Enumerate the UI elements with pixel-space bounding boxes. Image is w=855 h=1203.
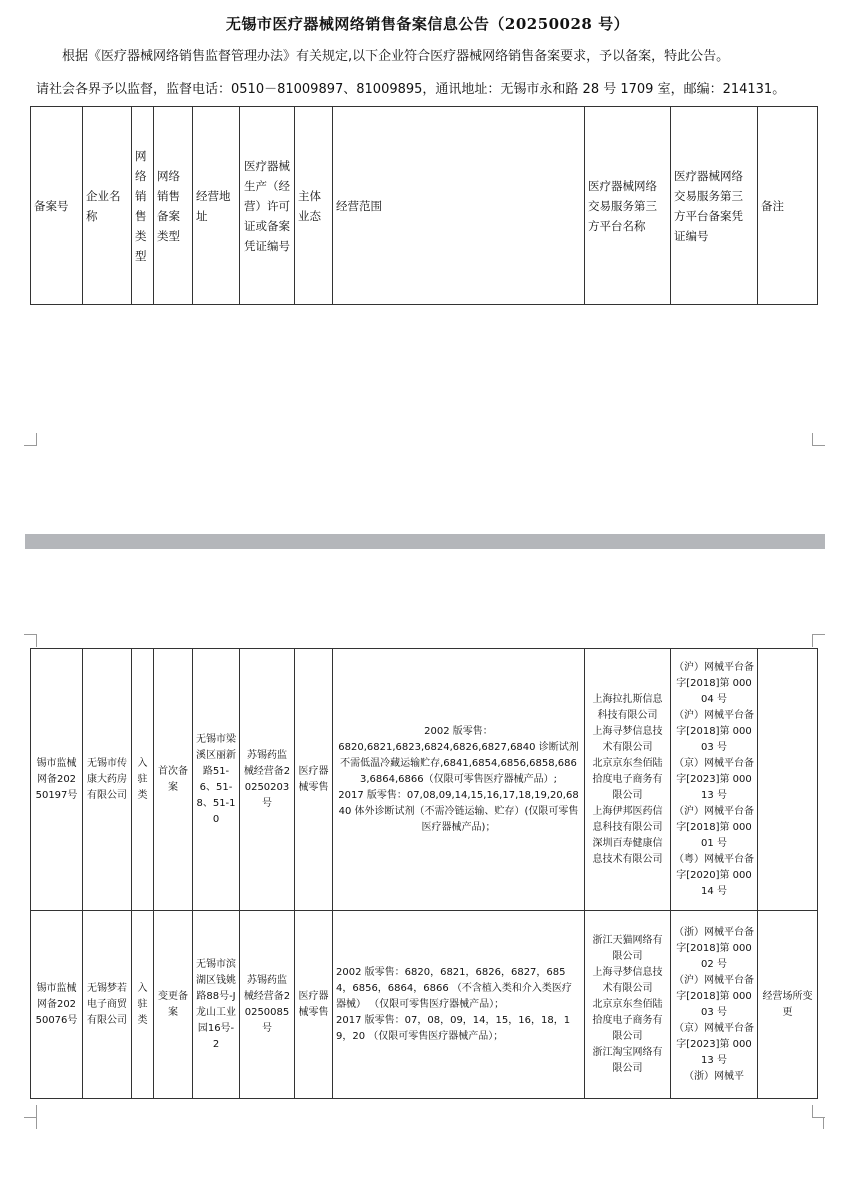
header-license-no: 医疗器械生产（经营）许可证或备案凭证编号 [240,107,295,305]
cell-record-no: 锡市监械网备20250076号 [31,911,83,1099]
cell-platforms: 浙江天猫网络有限公司 上海寻梦信息技术有限公司 北京京东叁佰陆拾度电子商务有限公司 浙江淘宝网络有限公司 [585,911,671,1099]
header-platform-name: 医疗器械网络交易服务第三方平台名称 [585,107,671,305]
cell-company: 无锡梦若电子商贸有限公司 [83,911,132,1099]
header-remark: 备注 [758,107,818,305]
page-corner-mark [812,433,825,446]
cell-platform-nos: （沪）网械平台备字[2018]第 00004 号 （沪）网械平台备字[2018]第 00003 号 （京）网械平台备字[2023]第 00013 号 （沪）网械平台备字[2018]第 00001 号 （粤）网械平台备字[2020]第 00014 号 [671,649,758,911]
page-margin-line [823,1117,824,1129]
cell-sales-type: 入驻类 [132,911,154,1099]
page-corner-mark [24,634,37,647]
header-platform-no: 医疗器械网络交易服务第三方平台备案凭证编号 [671,107,758,305]
cell-address: 无锡市滨湖区钱姚路88号-J龙山工业园16号-2 [193,911,240,1099]
filing-table-body [30,648,818,1099]
page-corner-mark [812,634,825,647]
header-business-form: 主体业态 [295,107,333,305]
header-company: 企业名称 [83,107,132,305]
cell-license-no: 苏锡药监械经营备20250085号 [240,911,295,1099]
cell-scope: 2002 版零售： 6820,6821,6823,6824,6826,6827,6840 诊断试剂不需低温冷藏运输贮存,6841,6854,6856,6858,6863,6864,6866（仅限可零售医疗器械产品）; 2017 版零售：07,08,09,14,15,16,17,18,19,20,6840 体外诊断试剂（不需冷链运输、贮存）(仅限可零售医疗器械产品)； [333,649,585,911]
cell-remark [758,649,818,911]
page-corner-mark [24,433,37,446]
header-scope: 经营范围 [333,107,585,305]
cell-address: 无锡市梁溪区丽新路51-6、51-8、51-10 [193,649,240,911]
header-address: 经营地址 [193,107,240,305]
header-record-no: 备案号 [31,107,83,305]
filing-table-header [30,106,818,305]
cell-filing-type: 首次备案 [154,649,193,911]
cell-business-form: 医疗器械零售 [295,911,333,1099]
table-row [31,649,818,911]
header-filing-type: 网络销售备案类型 [154,107,193,305]
cell-filing-type: 变更备案 [154,911,193,1099]
supervision-contact: 请社会各界予以监督，监督电话：0510－81009897、81009895，通讯地址：无锡市永和路 28 号 1709 室，邮编：214131。 [36,82,786,97]
notice-paragraph: 根据《医疗器械网络销售监督管理办法》有关规定,以下企业符合医疗器械网络销售备案要求，予以备案，特此公告。 [62,49,730,64]
announcement-title: 无锡市医疗器械网络销售备案信息公告（20250028 号） [225,15,630,33]
cell-company: 无锡市传康大药房有限公司 [83,649,132,911]
table-row [31,911,818,1099]
page-separator [25,534,825,549]
cell-remark: 经营场所变更 [758,911,818,1099]
cell-record-no: 锡市监械网备20250197号 [31,649,83,911]
header-sales-type: 网络销售类型 [132,107,154,305]
cell-platform-nos: （浙）网械平台备字[2018]第 00002 号 （沪）网械平台备字[2018]第 00003 号 （京）网械平台备字[2023]第 00013 号 （浙）网械平 [671,911,758,1099]
cell-sales-type: 入驻类 [132,649,154,911]
cell-license-no: 苏锡药监械经营备20250203号 [240,649,295,911]
page-margin-line [36,1117,37,1129]
cell-scope: 2002 版零售：6820，6821，6826，6827，6854，6856，6864，6866 （不含植入类和介入类医疗器械） （仅限可零售医疗器械产品）； 2017 版零售：07，08，09，14，15，16，18，19，20 （仅限可零售医疗器械产品）； [333,911,585,1099]
cell-platforms: 上海拉扎斯信息科技有限公司 上海寻梦信息技术有限公司 北京京东叁佰陆拾度电子商务有限公司 上海伊邦医药信息科技有限公司深圳百寿健康信息技术有限公司 [585,649,671,911]
cell-business-form: 医疗器械零售 [295,649,333,911]
